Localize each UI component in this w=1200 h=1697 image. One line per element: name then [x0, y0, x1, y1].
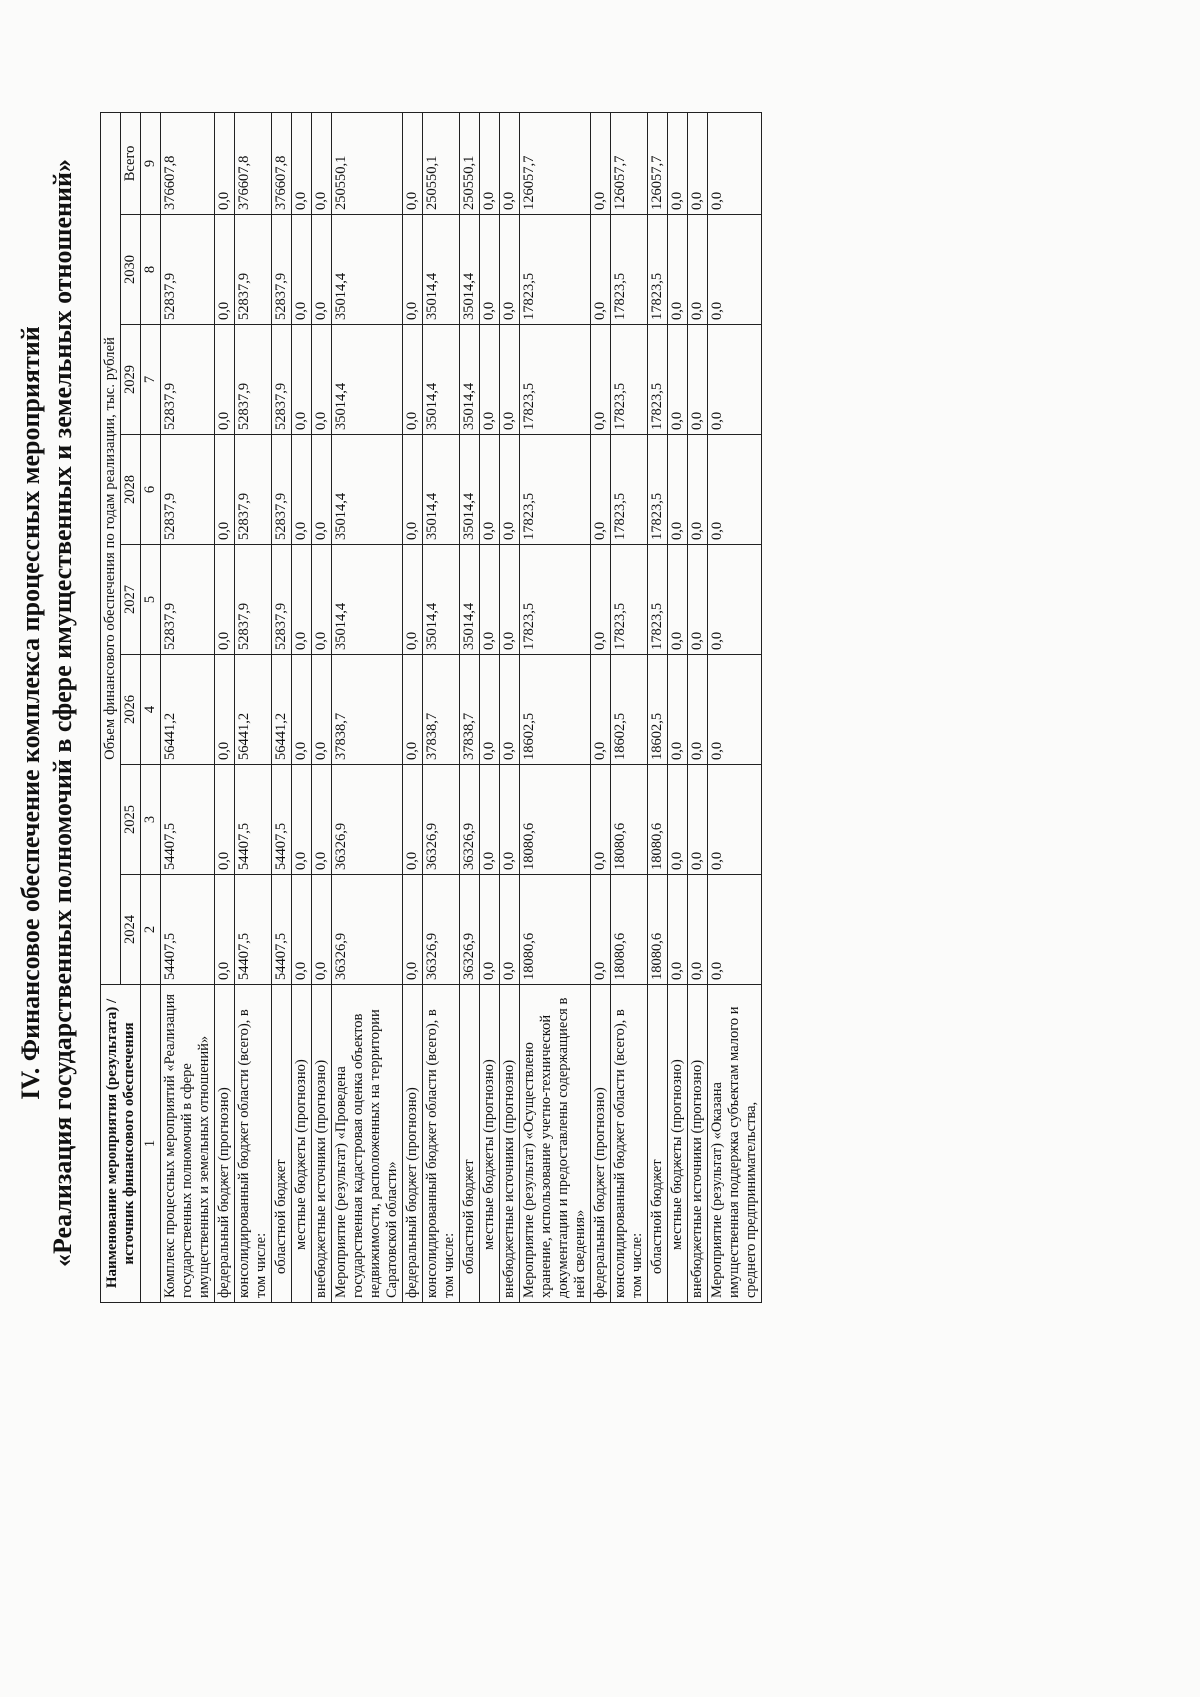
header-year: 2028 — [121, 435, 141, 545]
row-total-cell: 0,0 — [292, 112, 312, 214]
row-name-cell: местные бюджеты (прогнозно) — [292, 985, 312, 1303]
table-row — [332, 112, 403, 1302]
table-row — [591, 112, 611, 1302]
row-value-cell: 52837,9 — [272, 215, 292, 325]
row-value-cell: 18080,6 — [611, 765, 648, 875]
header-name-line-1: Наименование мероприятия (результата) / — [103, 998, 120, 1289]
row-value-cell: 17823,5 — [611, 545, 648, 655]
row-name-cell: внебюджетные источники (прогнозно) — [500, 985, 520, 1303]
column-number: 6 — [141, 435, 161, 545]
row-value-cell: 54407,5 — [272, 765, 292, 875]
row-value-cell: 17823,5 — [611, 325, 648, 435]
row-total-cell: 0,0 — [312, 112, 332, 214]
row-total-cell: 250550,1 — [423, 112, 460, 214]
row-value-cell: 0,0 — [668, 545, 688, 655]
row-name-cell: федеральный бюджет (прогнозно) — [215, 985, 235, 1303]
column-number: 5 — [141, 545, 161, 655]
row-value-cell: 0,0 — [403, 435, 423, 545]
table-row — [423, 112, 460, 1302]
row-total-cell: 126057,7 — [520, 112, 591, 214]
table-row — [500, 112, 520, 1302]
title-line-1: IV. Финансовое обеспечение комплекса процессных мероприятий — [16, 326, 45, 1100]
row-value-cell: 54407,5 — [161, 875, 215, 985]
row-value-cell: 0,0 — [480, 215, 500, 325]
table-row — [460, 112, 480, 1302]
row-name-cell: федеральный бюджет (прогнозно) — [403, 985, 423, 1303]
row-total-cell: 0,0 — [591, 112, 611, 214]
row-value-cell: 18080,6 — [648, 875, 668, 985]
header-year: 2030 — [121, 215, 141, 325]
row-value-cell: 0,0 — [591, 435, 611, 545]
row-value-cell: 35014,4 — [423, 545, 460, 655]
row-value-cell: 17823,5 — [520, 325, 591, 435]
row-value-cell: 0,0 — [312, 655, 332, 765]
row-name-cell: Комплекс процессных мероприятий «Реализация государственных полномочий в сфере имущественных и земельных отношений» — [161, 985, 215, 1303]
column-number: 1 — [141, 985, 161, 1303]
row-value-cell: 52837,9 — [161, 545, 215, 655]
row-value-cell: 0,0 — [708, 765, 762, 875]
table-row — [235, 112, 272, 1302]
row-value-cell: 0,0 — [500, 435, 520, 545]
row-value-cell: 0,0 — [312, 435, 332, 545]
row-value-cell: 56441,2 — [272, 655, 292, 765]
row-value-cell: 35014,4 — [460, 325, 480, 435]
row-value-cell: 17823,5 — [648, 545, 668, 655]
row-value-cell: 35014,4 — [423, 215, 460, 325]
header-year: 2029 — [121, 325, 141, 435]
row-value-cell: 0,0 — [688, 655, 708, 765]
row-value-cell: 0,0 — [292, 875, 312, 985]
row-value-cell: 18080,6 — [611, 875, 648, 985]
rotated-page-content — [0, 28, 985, 1398]
row-total-cell: 250550,1 — [460, 112, 480, 214]
row-total-cell: 0,0 — [215, 112, 235, 214]
row-total-cell: 0,0 — [668, 112, 688, 214]
row-total-cell: 0,0 — [403, 112, 423, 214]
row-value-cell: 0,0 — [668, 325, 688, 435]
column-number: 2 — [141, 875, 161, 985]
row-value-cell: 52837,9 — [235, 545, 272, 655]
table-row — [161, 112, 215, 1302]
row-total-cell: 376607,8 — [272, 112, 292, 214]
row-name-cell: консолидированный бюджет области (всего), в том числе: — [423, 985, 460, 1303]
row-value-cell: 0,0 — [668, 875, 688, 985]
row-value-cell: 52837,9 — [235, 435, 272, 545]
row-value-cell: 0,0 — [668, 765, 688, 875]
row-value-cell: 0,0 — [215, 325, 235, 435]
table-row — [688, 112, 708, 1302]
table-row — [312, 112, 332, 1302]
row-value-cell: 17823,5 — [648, 435, 668, 545]
table-row — [611, 112, 648, 1302]
row-value-cell: 0,0 — [403, 765, 423, 875]
header-name-cell — [101, 985, 141, 1303]
row-name-cell: местные бюджеты (прогнозно) — [668, 985, 688, 1303]
row-value-cell: 36326,9 — [332, 875, 403, 985]
row-value-cell: 0,0 — [403, 655, 423, 765]
row-value-cell: 0,0 — [708, 215, 762, 325]
row-total-cell: 126057,7 — [648, 112, 668, 214]
column-number: 3 — [141, 765, 161, 875]
row-total-cell: 250550,1 — [332, 112, 403, 214]
row-value-cell: 0,0 — [500, 765, 520, 875]
column-number: 7 — [141, 325, 161, 435]
row-value-cell: 35014,4 — [332, 325, 403, 435]
row-value-cell: 52837,9 — [272, 325, 292, 435]
row-value-cell: 0,0 — [591, 765, 611, 875]
row-value-cell: 0,0 — [591, 545, 611, 655]
row-value-cell: 0,0 — [403, 325, 423, 435]
row-value-cell: 0,0 — [708, 545, 762, 655]
row-value-cell: 0,0 — [480, 325, 500, 435]
table-row — [215, 112, 235, 1302]
row-value-cell: 54407,5 — [235, 875, 272, 985]
row-value-cell: 0,0 — [688, 765, 708, 875]
table-row — [520, 112, 591, 1302]
row-total-cell: 376607,8 — [161, 112, 215, 214]
header-total: Всего — [121, 112, 141, 214]
row-value-cell: 0,0 — [480, 655, 500, 765]
row-value-cell: 35014,4 — [423, 325, 460, 435]
header-year: 2027 — [121, 545, 141, 655]
row-value-cell: 0,0 — [312, 765, 332, 875]
table-row — [272, 112, 292, 1302]
row-value-cell: 0,0 — [480, 875, 500, 985]
row-value-cell: 0,0 — [500, 325, 520, 435]
row-value-cell: 18080,6 — [520, 765, 591, 875]
row-value-cell: 17823,5 — [520, 545, 591, 655]
row-value-cell: 0,0 — [500, 215, 520, 325]
row-value-cell: 0,0 — [215, 435, 235, 545]
column-number: 8 — [141, 215, 161, 325]
row-value-cell: 0,0 — [403, 215, 423, 325]
row-value-cell: 0,0 — [312, 545, 332, 655]
row-name-cell: федеральный бюджет (прогнозно) — [591, 985, 611, 1303]
row-value-cell: 0,0 — [688, 545, 708, 655]
row-name-cell: областной бюджет — [272, 985, 292, 1303]
row-value-cell: 0,0 — [591, 215, 611, 325]
row-value-cell: 0,0 — [591, 655, 611, 765]
row-name-cell: местные бюджеты (прогнозно) — [480, 985, 500, 1303]
row-name-cell: Мероприятие (результат) «Проведена государственная кадастровая оценка объектов недвижимости, расположенных на территории Саратовской области» — [332, 985, 403, 1303]
row-value-cell: 35014,4 — [332, 435, 403, 545]
row-value-cell: 0,0 — [215, 215, 235, 325]
header-year: 2026 — [121, 655, 141, 765]
row-value-cell: 0,0 — [215, 655, 235, 765]
header-year: 2025 — [121, 765, 141, 875]
row-value-cell: 52837,9 — [161, 325, 215, 435]
table-row — [708, 112, 762, 1302]
row-value-cell: 37838,7 — [423, 655, 460, 765]
row-value-cell: 17823,5 — [611, 215, 648, 325]
row-value-cell: 56441,2 — [235, 655, 272, 765]
row-value-cell: 0,0 — [292, 435, 312, 545]
row-value-cell: 0,0 — [688, 325, 708, 435]
row-value-cell: 35014,4 — [423, 435, 460, 545]
table-row — [292, 112, 312, 1302]
row-value-cell: 0,0 — [668, 215, 688, 325]
row-value-cell: 0,0 — [708, 655, 762, 765]
row-value-cell: 52837,9 — [272, 435, 292, 545]
row-value-cell: 0,0 — [708, 875, 762, 985]
row-value-cell: 0,0 — [292, 215, 312, 325]
row-total-cell: 126057,7 — [611, 112, 648, 214]
row-value-cell: 18602,5 — [648, 655, 668, 765]
row-name-cell: Мероприятие (результат) «Оказана имущественная поддержка субъектам малого и среднего предпринимательства, — [708, 985, 762, 1303]
row-value-cell: 0,0 — [292, 655, 312, 765]
row-value-cell: 0,0 — [480, 545, 500, 655]
section-title — [15, 28, 79, 1398]
row-value-cell: 18080,6 — [648, 765, 668, 875]
column-number: 4 — [141, 655, 161, 765]
row-value-cell: 0,0 — [215, 765, 235, 875]
row-value-cell: 18602,5 — [611, 655, 648, 765]
row-value-cell: 0,0 — [591, 325, 611, 435]
row-value-cell: 37838,7 — [460, 655, 480, 765]
row-value-cell: 17823,5 — [611, 435, 648, 545]
row-total-cell: 0,0 — [688, 112, 708, 214]
row-value-cell: 54407,5 — [272, 875, 292, 985]
row-value-cell: 17823,5 — [520, 215, 591, 325]
row-value-cell: 0,0 — [312, 875, 332, 985]
table-row — [648, 112, 668, 1302]
row-name-cell: консолидированный бюджет области (всего), в том числе: — [235, 985, 272, 1303]
row-value-cell: 0,0 — [668, 655, 688, 765]
row-value-cell: 0,0 — [312, 215, 332, 325]
row-value-cell: 54407,5 — [235, 765, 272, 875]
row-value-cell: 0,0 — [292, 325, 312, 435]
row-value-cell: 36326,9 — [460, 765, 480, 875]
row-value-cell: 36326,9 — [460, 875, 480, 985]
row-value-cell: 0,0 — [292, 765, 312, 875]
row-value-cell: 35014,4 — [460, 435, 480, 545]
row-value-cell: 35014,4 — [460, 215, 480, 325]
row-value-cell: 0,0 — [708, 325, 762, 435]
row-value-cell: 35014,4 — [332, 545, 403, 655]
row-value-cell: 0,0 — [403, 545, 423, 655]
header-group-funding: Объем финансового обеспечения по годам реализации, тыс. рублей — [101, 112, 121, 984]
header-year: 2024 — [121, 875, 141, 985]
row-value-cell: 52837,9 — [161, 215, 215, 325]
row-value-cell: 52837,9 — [235, 325, 272, 435]
row-value-cell: 0,0 — [668, 435, 688, 545]
row-total-cell: 0,0 — [480, 112, 500, 214]
column-number-row — [141, 112, 161, 1302]
row-name-cell: Мероприятие (результат) «Осуществлено хранение, использование учетно-технической документации и предоставлены содержащиеся в ней сведения» — [520, 985, 591, 1303]
row-value-cell: 17823,5 — [648, 325, 668, 435]
row-value-cell: 0,0 — [215, 875, 235, 985]
row-value-cell: 0,0 — [312, 325, 332, 435]
row-value-cell: 35014,4 — [460, 545, 480, 655]
row-value-cell: 17823,5 — [520, 435, 591, 545]
row-value-cell: 17823,5 — [648, 215, 668, 325]
row-value-cell: 0,0 — [688, 435, 708, 545]
financing-table — [100, 112, 762, 1303]
row-value-cell: 0,0 — [688, 875, 708, 985]
row-value-cell: 0,0 — [480, 435, 500, 545]
row-value-cell: 18602,5 — [520, 655, 591, 765]
row-name-cell: внебюджетные источники (прогнозно) — [312, 985, 332, 1303]
row-value-cell: 36326,9 — [332, 765, 403, 875]
row-value-cell: 52837,9 — [272, 545, 292, 655]
row-value-cell: 56441,2 — [161, 655, 215, 765]
row-value-cell: 37838,7 — [332, 655, 403, 765]
row-value-cell: 0,0 — [591, 875, 611, 985]
header-name-line-2: источник финансового обеспечения — [120, 1022, 137, 1265]
row-total-cell: 0,0 — [500, 112, 520, 214]
row-value-cell: 0,0 — [708, 435, 762, 545]
row-value-cell: 0,0 — [403, 875, 423, 985]
row-value-cell: 54407,5 — [161, 765, 215, 875]
row-value-cell: 0,0 — [292, 545, 312, 655]
row-value-cell: 0,0 — [500, 875, 520, 985]
row-value-cell: 0,0 — [480, 765, 500, 875]
table-row — [668, 112, 688, 1302]
column-number: 9 — [141, 112, 161, 214]
row-value-cell: 52837,9 — [161, 435, 215, 545]
table-row — [480, 112, 500, 1302]
row-value-cell: 36326,9 — [423, 875, 460, 985]
row-value-cell: 35014,4 — [332, 215, 403, 325]
row-value-cell: 18080,6 — [520, 875, 591, 985]
row-value-cell: 52837,9 — [235, 215, 272, 325]
row-value-cell: 0,0 — [688, 215, 708, 325]
row-name-cell: внебюджетные источники (прогнозно) — [688, 985, 708, 1303]
row-name-cell: областной бюджет — [460, 985, 480, 1303]
row-value-cell: 0,0 — [500, 545, 520, 655]
row-total-cell: 376607,8 — [235, 112, 272, 214]
row-name-cell: консолидированный бюджет области (всего), в том числе: — [611, 985, 648, 1303]
row-value-cell: 0,0 — [500, 655, 520, 765]
row-value-cell: 0,0 — [215, 545, 235, 655]
table-row — [403, 112, 423, 1302]
row-total-cell: 0,0 — [708, 112, 762, 214]
title-line-2: «Реализация государственных полномочий в сфере имущественных и земельных отношений» — [48, 159, 77, 1267]
row-name-cell: областной бюджет — [648, 985, 668, 1303]
row-value-cell: 36326,9 — [423, 765, 460, 875]
